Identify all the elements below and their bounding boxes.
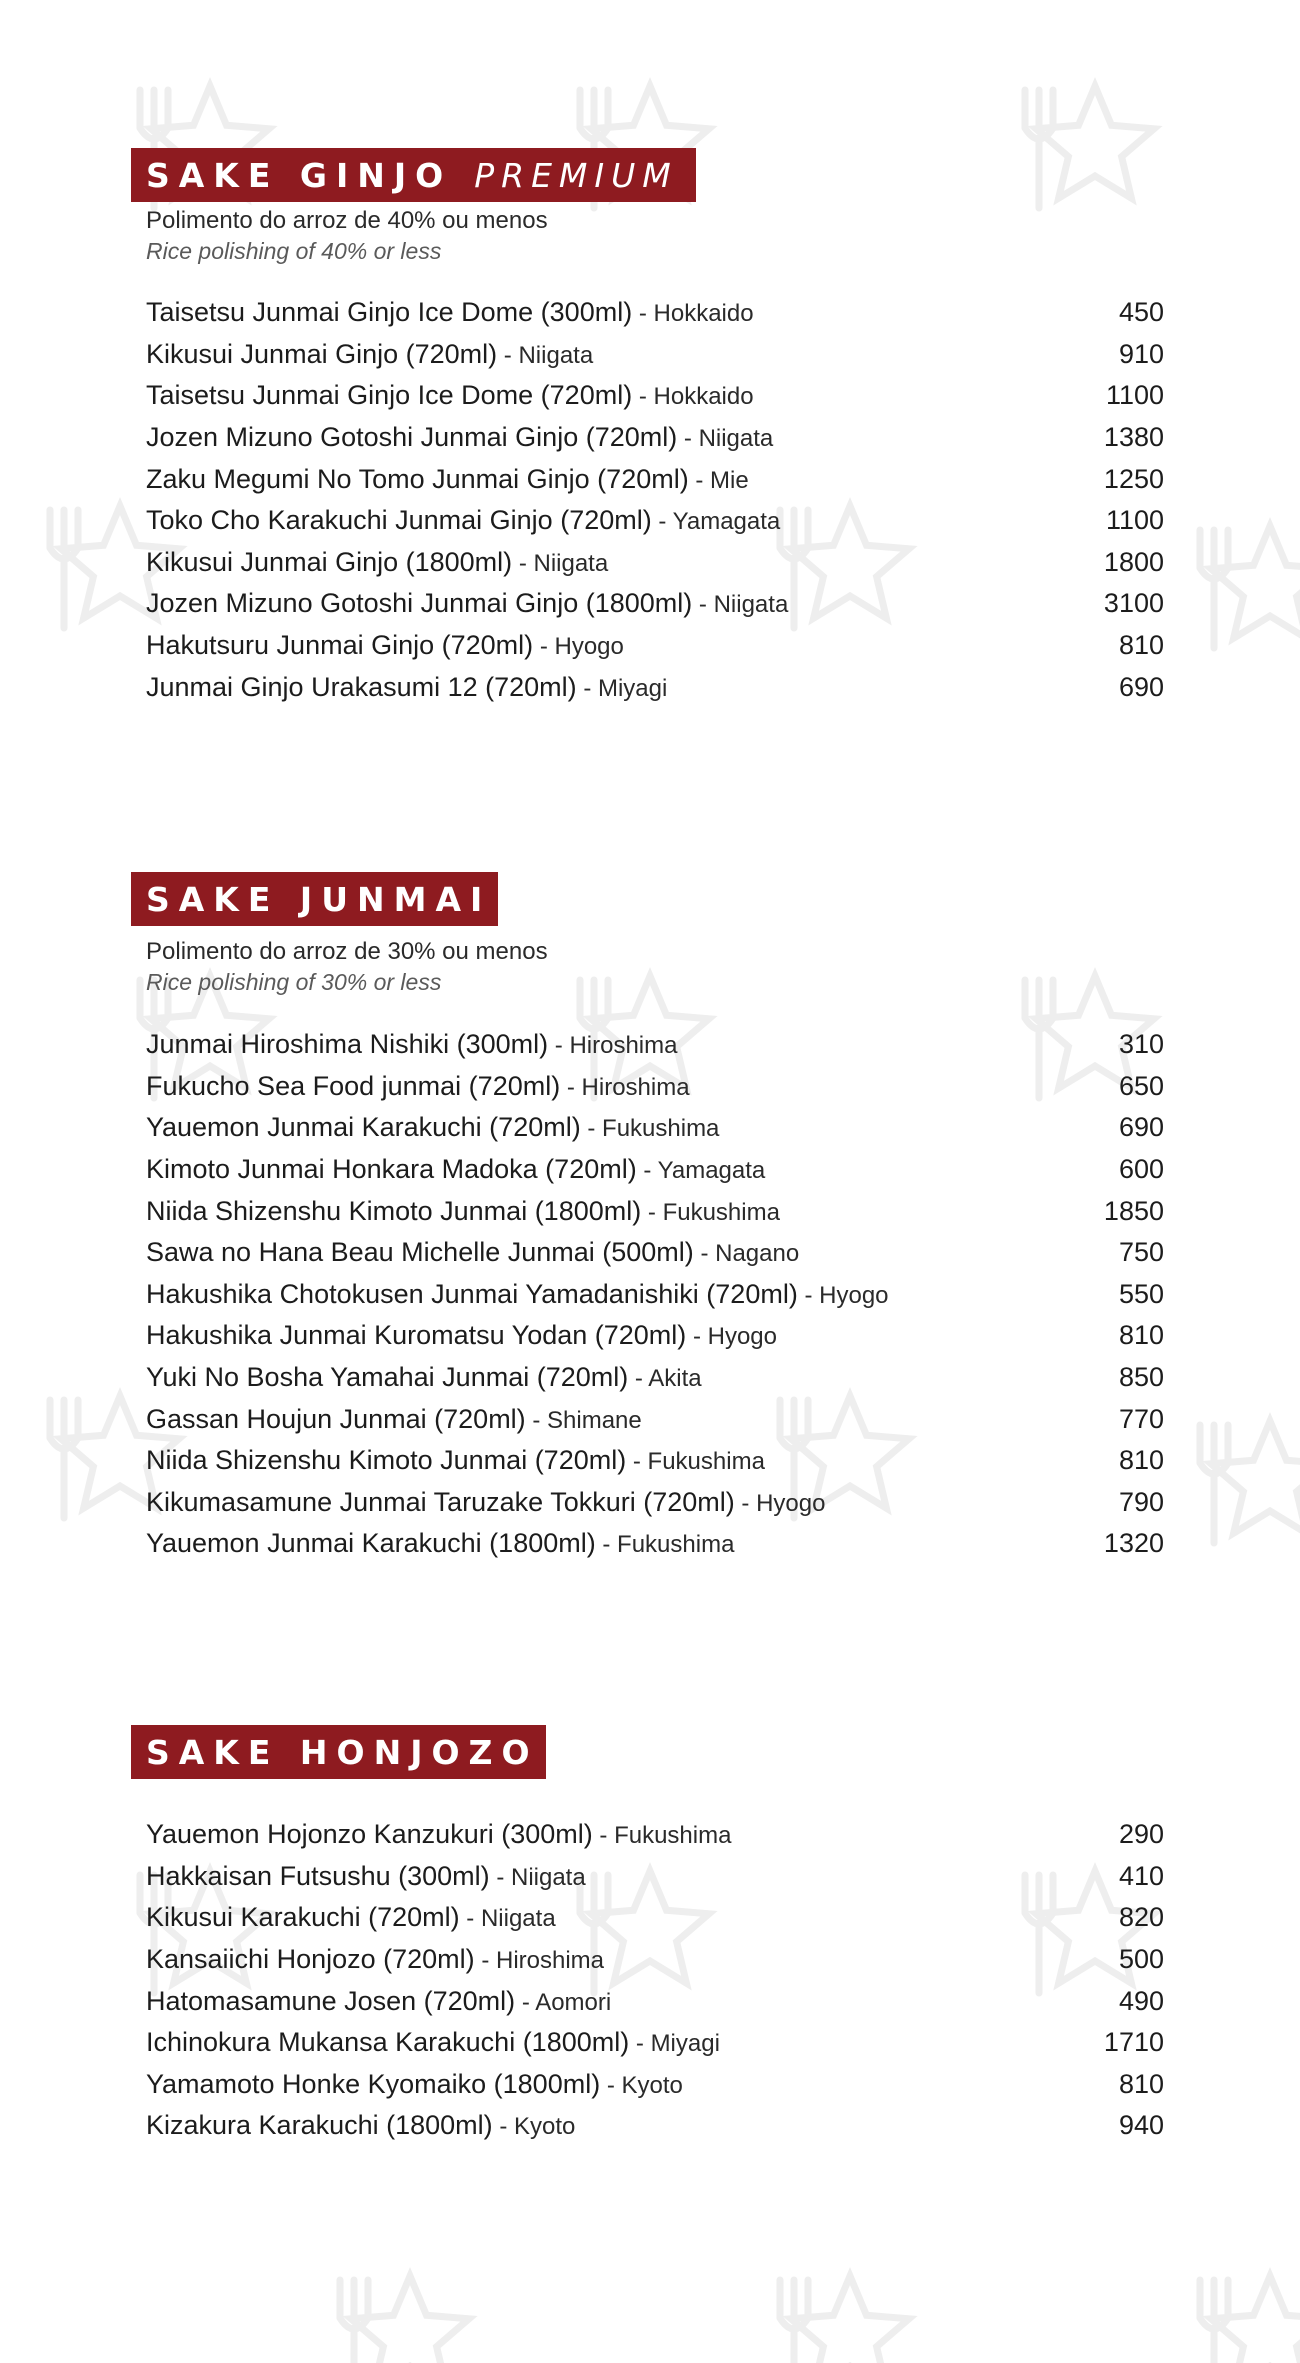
separator-dash: -: [497, 341, 519, 369]
menu-item-description: [146, 630, 624, 661]
separator-dash: -: [576, 674, 598, 702]
menu-item: [146, 1315, 1164, 1357]
sake-name: Yamamoto Honke Kyomaiko (1800ml): [146, 2068, 601, 2099]
sake-name: Kansaiichi Honjozo (720ml): [146, 1944, 475, 1975]
separator-dash: -: [632, 383, 654, 411]
menu-item: [146, 1980, 1164, 2022]
sake-name: Niida Shizenshu Kimoto Junmai (720ml): [146, 1445, 627, 1476]
separator-dash: -: [533, 633, 555, 661]
separator-dash: -: [492, 2113, 514, 2141]
sake-name: Zaku Megumi No Tomo Junmai Ginjo (720ml): [146, 463, 689, 494]
sake-name: Kizakura Karakuchi (1800ml): [146, 2110, 493, 2141]
fork-star-logo-icon: [1200, 2276, 1300, 2363]
sake-price: 500: [1118, 1944, 1164, 1975]
separator-dash: -: [548, 1032, 570, 1060]
menu-item: [146, 1357, 1164, 1399]
menu-item: [146, 625, 1164, 667]
sake-name: Gassan Houjun Junmai (720ml): [146, 1403, 526, 1434]
separator-dash: -: [628, 1365, 649, 1393]
menu-item-description: [146, 1154, 765, 1185]
sake-name: Fukucho Sea Food junmai (720ml): [146, 1070, 561, 1101]
separator-dash: -: [686, 1323, 708, 1351]
separator-dash: -: [651, 508, 673, 536]
separator-dash: -: [629, 2030, 651, 2058]
menu-item-description: [146, 1320, 777, 1351]
menu-item: [146, 1398, 1164, 1440]
sake-region: Fukushima: [647, 1448, 765, 1476]
menu-item: [146, 1897, 1164, 1939]
separator-dash: -: [474, 1947, 496, 1975]
sake-region: Fukushima: [662, 1198, 780, 1226]
fork-star-logo-icon: [340, 2276, 469, 2363]
sake-name: Jozen Mizuno Gotoshi Junmai Ginjo (720ml): [146, 422, 678, 453]
section-title: SAKE GINJO: [146, 155, 453, 195]
menu-item: [146, 1523, 1164, 1565]
sake-name: Niida Shizenshu Kimoto Junmai (1800ml): [146, 1195, 642, 1226]
sake-region: Mie: [710, 466, 749, 494]
sake-name: Hakkaisan Futsushu (300ml): [146, 1860, 490, 1891]
sake-region: Hokkaido: [653, 300, 754, 328]
sake-price: 1100: [1105, 505, 1164, 536]
menu-item: [146, 2105, 1164, 2147]
separator-dash: -: [580, 1115, 603, 1143]
separator-dash: -: [632, 300, 654, 328]
sake-price: 810: [1118, 1320, 1164, 1351]
sake-region: Fukushima: [602, 1115, 720, 1143]
menu-item-description: [146, 1986, 611, 2017]
separator-dash: -: [600, 2071, 622, 2099]
sake-name: Hakushika Junmai Kuromatsu Yodan (720ml): [146, 1320, 687, 1351]
menu-item-description: [146, 339, 593, 370]
separator-dash: -: [592, 1822, 615, 1850]
sake-price: 690: [1118, 1112, 1164, 1143]
sake-price: 1250: [1103, 463, 1164, 494]
polishing-note-en: Rice polishing of 30% or less: [146, 969, 442, 995]
sake-name: Sawa no Hana Beau Michelle Junmai (500ml): [146, 1237, 694, 1268]
menu-item-description: [146, 1861, 586, 1892]
sake-price: 810: [1118, 2068, 1164, 2099]
separator-dash: -: [693, 1240, 716, 1268]
sake-region: Yamagata: [672, 508, 781, 536]
menu-item: [146, 500, 1164, 542]
section-title-banner: [131, 1725, 546, 1779]
sake-region: Fukushima: [614, 1822, 732, 1850]
menu-item-description: [146, 1404, 642, 1435]
section-subtitle: PREMIUM: [474, 155, 678, 195]
menu-item-description: [146, 1071, 690, 1102]
menu-item-description: [146, 1112, 719, 1143]
sake-region: Miyagi: [650, 2030, 720, 2058]
sake-name: Kikusui Karakuchi (720ml): [146, 1902, 460, 1933]
sake-name: Yauemon Junmai Karakuchi (720ml): [146, 1112, 581, 1143]
sake-price: 490: [1118, 1985, 1164, 2016]
menu-item-description: [146, 2069, 683, 2100]
menu-item-description: [146, 1362, 702, 1393]
menu-item: [146, 542, 1164, 584]
sake-region: Kyoto: [513, 2113, 576, 2141]
sake-region: Hiroshima: [569, 1032, 678, 1060]
menu-item: [146, 292, 1164, 334]
separator-dash: -: [636, 1157, 658, 1185]
sake-region: Hyogo: [707, 1323, 777, 1351]
menu-item-description: [146, 1029, 677, 1060]
sake-price: 290: [1118, 1819, 1164, 1850]
sake-name: Jozen Mizuno Gotoshi Junmai Ginjo (1800ml): [146, 588, 693, 619]
menu-item-description: [146, 672, 667, 703]
separator-dash: -: [797, 1281, 820, 1309]
sake-price: 410: [1118, 1860, 1164, 1891]
sake-region: Niigata: [480, 1905, 556, 1933]
sake-price: 810: [1118, 1445, 1164, 1476]
sake-price: 790: [1118, 1486, 1164, 1517]
menu-item-description: [146, 2110, 575, 2141]
sake-region: Hyogo: [819, 1281, 889, 1309]
menu-item-description: [146, 297, 754, 328]
sake-region: Miyagi: [597, 674, 668, 702]
sake-name: Junmai Ginjo Urakasumi 12 (720ml): [146, 671, 577, 702]
fork-star-logo-icon: [1200, 1421, 1300, 1543]
menu-item: [146, 1190, 1164, 1232]
sake-price: 1380: [1103, 422, 1164, 453]
sake-price: 1710: [1103, 2027, 1164, 2058]
menu-item: [146, 1232, 1164, 1274]
sake-price: 770: [1118, 1403, 1164, 1434]
sake-price: 1800: [1103, 546, 1164, 577]
menu-item: [146, 2022, 1164, 2064]
sake-price: 750: [1118, 1237, 1164, 1268]
sake-region: Hiroshima: [495, 1947, 605, 1975]
menu-item: [146, 1024, 1164, 1066]
separator-dash: -: [595, 1531, 618, 1559]
menu-item: [146, 1440, 1164, 1482]
section-title: SAKE JUNMAI: [146, 879, 492, 919]
sake-region: Hokkaido: [653, 383, 754, 411]
sake-name: Kikumasamune Junmai Taruzake Tokkuri (720ml): [146, 1486, 735, 1517]
fork-star-logo-icon: [1200, 526, 1300, 648]
menu-item-description: [146, 1902, 556, 1933]
sake-price: 850: [1118, 1362, 1164, 1393]
fork-star-logo-icon: [1025, 86, 1154, 208]
menu-item: [146, 2064, 1164, 2106]
menu-item: [146, 1814, 1164, 1856]
separator-dash: -: [489, 1863, 511, 1891]
sake-name: Taisetsu Junmai Ginjo Ice Dome (720ml): [146, 380, 633, 411]
sake-name: Taisetsu Junmai Ginjo Ice Dome (300ml): [146, 297, 633, 328]
sake-price: 810: [1118, 630, 1164, 661]
menu-item-description: [146, 2027, 720, 2058]
separator-dash: -: [512, 549, 534, 577]
menu-item-description: [146, 1237, 799, 1268]
menu-item: [146, 583, 1164, 625]
sake-region: Nagano: [715, 1240, 800, 1268]
sake-price: 1850: [1103, 1195, 1164, 1226]
menu-item-description: [146, 1944, 604, 1975]
sake-region: Niigata: [698, 425, 774, 453]
sake-region: Fukushima: [617, 1531, 735, 1559]
menu-item-description: [146, 505, 780, 536]
menu-item-description: [146, 1279, 889, 1310]
sake-region: Niigata: [518, 341, 594, 369]
section-title: SAKE HONJOZO: [146, 1732, 539, 1772]
sake-price: 1320: [1103, 1528, 1164, 1559]
menu-item: [146, 334, 1164, 376]
sake-region: Niigata: [510, 1863, 586, 1891]
sake-region: Kyoto: [621, 2071, 683, 2099]
menu-item-description: [146, 1528, 734, 1559]
sake-region: Aomori: [535, 1988, 612, 2016]
menu-item: [146, 458, 1164, 500]
separator-dash: -: [692, 591, 714, 619]
menu-item: [146, 1107, 1164, 1149]
menu-list: [146, 292, 1164, 708]
menu-item-description: [146, 464, 749, 495]
menu-item-description: [146, 1819, 731, 1850]
menu-list: [146, 1024, 1164, 1565]
sake-region: Niigata: [713, 591, 789, 619]
separator-dash: -: [641, 1198, 663, 1226]
menu-item: [146, 1149, 1164, 1191]
sake-price: 650: [1118, 1070, 1164, 1101]
sake-name: Kikusui Junmai Ginjo (720ml): [146, 338, 498, 369]
separator-dash: -: [688, 466, 711, 494]
sake-price: 550: [1118, 1278, 1164, 1309]
sake-name: Toko Cho Karakuchi Junmai Ginjo (720ml): [146, 505, 652, 536]
sake-region: Akita: [648, 1365, 702, 1393]
separator-dash: -: [560, 1073, 582, 1101]
sake-price: 1100: [1105, 380, 1164, 411]
sake-name: Yauemon Hojonzo Kanzukuri (300ml): [146, 1819, 593, 1850]
separator-dash: -: [525, 1406, 548, 1434]
sake-name: Hakushika Chotokusen Junmai Yamadanishiki (720ml): [146, 1278, 798, 1309]
menu-item: [146, 1482, 1164, 1524]
sake-price: 3100: [1103, 588, 1164, 619]
menu-item-description: [146, 588, 788, 619]
polishing-note-en: Rice polishing of 40% or less: [146, 238, 442, 264]
sake-name: Yuki No Bosha Yamahai Junmai (720ml): [146, 1362, 629, 1393]
sake-name: Hakutsuru Junmai Ginjo (720ml): [146, 630, 534, 661]
separator-dash: -: [626, 1448, 648, 1476]
separator-dash: -: [459, 1905, 481, 1933]
sake-region: Hyogo: [554, 633, 624, 661]
sake-region: Hyogo: [756, 1489, 826, 1517]
sake-name: Yauemon Junmai Karakuchi (1800ml): [146, 1528, 596, 1559]
menu-item-description: [146, 1445, 765, 1476]
sake-region: Yamagata: [657, 1157, 766, 1185]
sake-price: 310: [1118, 1029, 1164, 1060]
menu-item-description: [146, 1487, 825, 1518]
sake-name: Hatomasamune Josen (720ml): [146, 1985, 516, 2016]
menu-item: [146, 375, 1164, 417]
sake-region: Hiroshima: [581, 1073, 690, 1101]
fork-star-logo-icon: [780, 2276, 909, 2363]
menu-list: [146, 1814, 1164, 2147]
sake-price: 940: [1118, 2110, 1164, 2141]
sake-price: 690: [1118, 671, 1164, 702]
polishing-note-pt: Polimento do arroz de 30% ou menos: [146, 938, 548, 965]
menu-item-description: [146, 422, 773, 453]
menu-item: [146, 1066, 1164, 1108]
menu-item: [146, 1856, 1164, 1898]
sake-region: Niigata: [533, 549, 609, 577]
menu-item-description: [146, 1196, 780, 1227]
sake-name: Kimoto Junmai Honkara Madoka (720ml): [146, 1154, 637, 1185]
sake-price: 450: [1118, 297, 1164, 328]
sake-price: 910: [1118, 338, 1164, 369]
separator-dash: -: [677, 425, 699, 453]
sake-region: Shimane: [547, 1406, 642, 1434]
sake-name: Junmai Hiroshima Nishiki (300ml): [146, 1029, 549, 1060]
sake-price: 820: [1118, 1902, 1164, 1933]
sake-price: 600: [1118, 1154, 1164, 1185]
separator-dash: -: [515, 1988, 536, 2016]
section-title-banner: [131, 148, 696, 202]
section-title-banner: [131, 872, 498, 926]
menu-item-description: [146, 380, 754, 411]
menu-item-description: [146, 547, 608, 578]
menu-item: [146, 417, 1164, 459]
menu-item: [146, 666, 1164, 708]
sake-name: Kikusui Junmai Ginjo (1800ml): [146, 546, 513, 577]
sake-name: Ichinokura Mukansa Karakuchi (1800ml): [146, 2027, 630, 2058]
menu-item: [146, 1939, 1164, 1981]
polishing-note-pt: Polimento do arroz de 40% ou menos: [146, 207, 548, 234]
menu-item: [146, 1274, 1164, 1316]
separator-dash: -: [734, 1489, 757, 1517]
